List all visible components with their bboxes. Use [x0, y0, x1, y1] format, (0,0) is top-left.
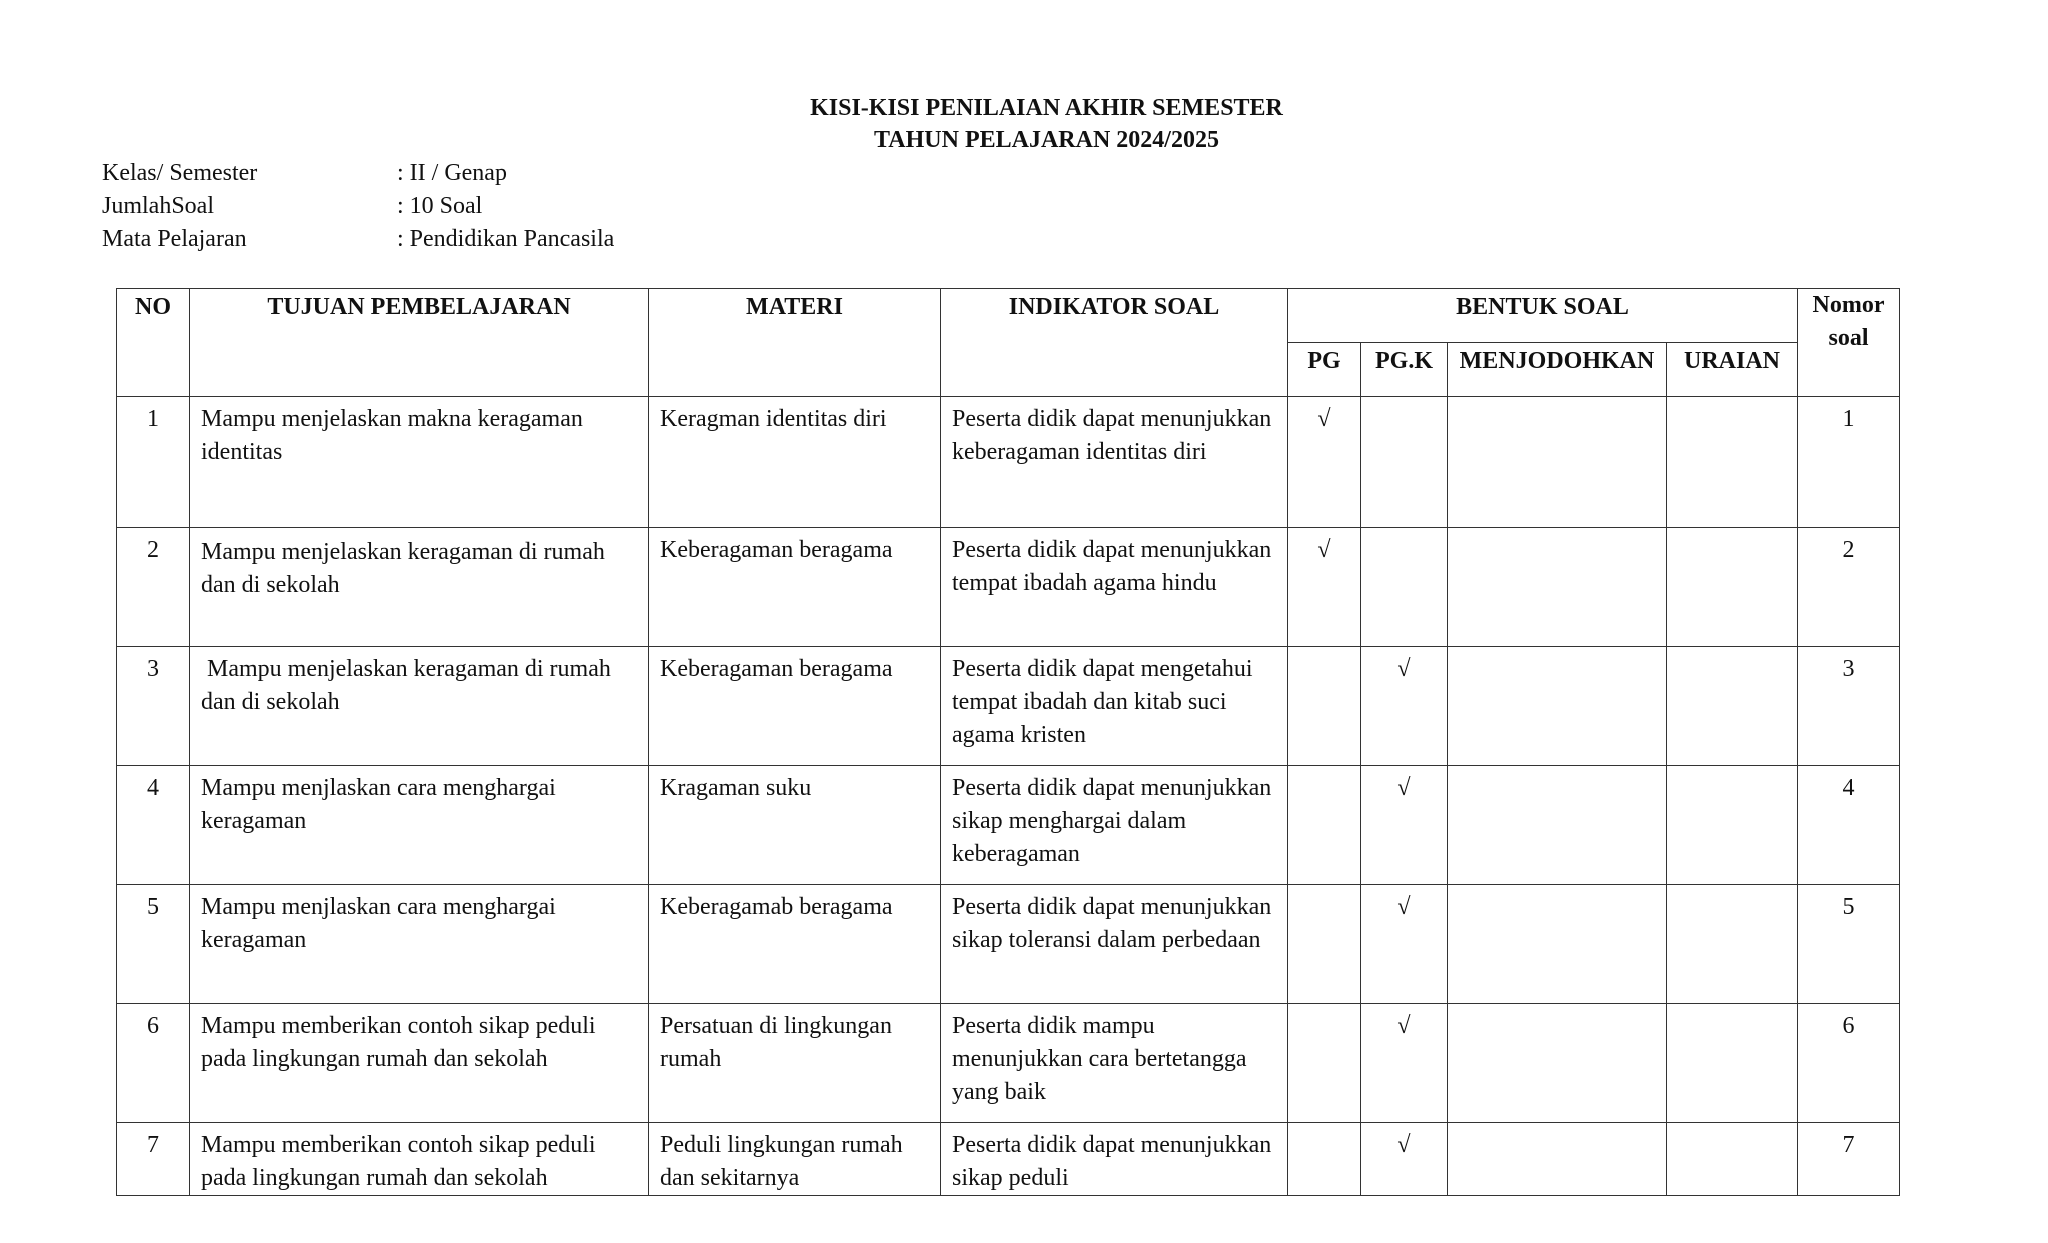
cell-menjodohkan	[1448, 766, 1667, 885]
header-menjodohkan: MENJODOHKAN	[1448, 343, 1667, 397]
cell-pgk: √	[1361, 1123, 1448, 1196]
cell-tujuan: Mampu memberikan contoh sikap peduli pada lingkungan rumah dan sekolah	[190, 1004, 649, 1123]
cell-pg	[1288, 885, 1361, 1004]
cell-materi: Keberagamab beragama	[649, 885, 941, 1004]
header-materi: MATERI	[649, 289, 941, 397]
header-nomor-soal: Nomor soal	[1798, 289, 1900, 397]
cell-indikator: Peserta didik dapat menunjukkan sikap peduli	[941, 1123, 1288, 1196]
cell-tujuan: Mampu menjelaskan keragaman di rumah dan di sekolah	[190, 528, 649, 647]
cell-indikator: Peserta didik dapat menunjukkan sikap toleransi dalam perbedaan	[941, 885, 1288, 1004]
cell-nomor: 7	[1798, 1123, 1900, 1196]
meta-row-kelas	[102, 157, 507, 189]
cell-tujuan: Mampu menjlaskan cara menghargai keragaman	[190, 885, 649, 1004]
cell-no: 7	[117, 1123, 190, 1196]
cell-indikator: Peserta didik dapat menunjukkan keberagaman identitas diri	[941, 397, 1288, 528]
cell-uraian	[1667, 1004, 1798, 1123]
cell-uraian	[1667, 647, 1798, 766]
cell-pg	[1288, 647, 1361, 766]
cell-indikator: Peserta didik dapat menunjukkan sikap menghargai dalam keberagaman	[941, 766, 1288, 885]
cell-nomor: 6	[1798, 1004, 1900, 1123]
table-row	[117, 1123, 1900, 1196]
cell-pgk	[1361, 528, 1448, 647]
cell-no: 6	[117, 1004, 190, 1123]
meta-value: : II / Genap	[397, 160, 507, 186]
header-pgk: PG.K	[1361, 343, 1448, 397]
cell-materi: Keberagaman beragama	[649, 647, 941, 766]
table-row	[117, 397, 1900, 528]
cell-uraian	[1667, 766, 1798, 885]
meta-value: : Pendidikan Pancasila	[397, 226, 615, 252]
cell-menjodohkan	[1448, 647, 1667, 766]
cell-pg	[1288, 766, 1361, 885]
cell-nomor: 2	[1798, 528, 1900, 647]
table-row	[117, 528, 1900, 647]
cell-menjodohkan	[1448, 397, 1667, 528]
document-title: KISI-KISI PENILAIAN AKHIR SEMESTER	[810, 95, 1283, 121]
cell-uraian	[1667, 528, 1798, 647]
kisi-kisi-table	[116, 288, 1900, 1196]
meta-row-jumlah-soal	[102, 190, 482, 222]
header-bentuk-soal: BENTUK SOAL	[1288, 289, 1798, 343]
cell-menjodohkan	[1448, 528, 1667, 647]
cell-no: 1	[117, 397, 190, 528]
cell-pg	[1288, 1004, 1361, 1123]
cell-nomor: 1	[1798, 397, 1900, 528]
table-row	[117, 766, 1900, 885]
cell-uraian	[1667, 1123, 1798, 1196]
cell-tujuan: Mampu menjelaskan makna keragaman identitas	[190, 397, 649, 528]
cell-tujuan: Mampu menjelaskan keragaman di rumah dan di sekolah	[190, 647, 649, 766]
cell-materi: Kragaman suku	[649, 766, 941, 885]
cell-pgk	[1361, 397, 1448, 528]
table-row	[117, 885, 1900, 1004]
cell-indikator: Peserta didik dapat mengetahui tempat ibadah dan kitab suci agama kristen	[941, 647, 1288, 766]
meta-row-mata-pelajaran	[102, 223, 614, 255]
cell-indikator: Peserta didik dapat menunjukkan tempat ibadah agama hindu	[941, 528, 1288, 647]
cell-nomor: 3	[1798, 647, 1900, 766]
cell-no: 3	[117, 647, 190, 766]
document-subtitle: TAHUN PELAJARAN 2024/2025	[874, 127, 1219, 153]
header-indikator: INDIKATOR SOAL	[941, 289, 1288, 397]
cell-materi: Persatuan di lingkungan rumah	[649, 1004, 941, 1123]
cell-pg	[1288, 1123, 1361, 1196]
cell-pgk: √	[1361, 885, 1448, 1004]
meta-label: Mata Pelajaran	[102, 226, 247, 252]
cell-tujuan: Mampu memberikan contoh sikap peduli pada lingkungan rumah dan sekolah	[190, 1123, 649, 1196]
cell-uraian	[1667, 397, 1798, 528]
cell-no: 2	[117, 528, 190, 647]
cell-materi: Keberagaman beragama	[649, 528, 941, 647]
header-pg: PG	[1288, 343, 1361, 397]
cell-nomor: 5	[1798, 885, 1900, 1004]
cell-materi: Peduli lingkungan rumah dan sekitarnya	[649, 1123, 941, 1196]
table-row	[117, 647, 1900, 766]
cell-no: 4	[117, 766, 190, 885]
cell-menjodohkan	[1448, 1123, 1667, 1196]
cell-uraian	[1667, 885, 1798, 1004]
cell-pgk: √	[1361, 647, 1448, 766]
meta-value: : 10 Soal	[397, 193, 483, 219]
meta-label: Kelas/ Semester	[102, 160, 258, 186]
cell-pgk: √	[1361, 1004, 1448, 1123]
header-tujuan: TUJUAN PEMBELAJARAN	[190, 289, 649, 397]
cell-no: 5	[117, 885, 190, 1004]
cell-indikator: Peserta didik mampu menunjukkan cara bertetangga yang baik	[941, 1004, 1288, 1123]
cell-pg: √	[1288, 528, 1361, 647]
cell-pg: √	[1288, 397, 1361, 528]
cell-tujuan: Mampu menjlaskan cara menghargai keragaman	[190, 766, 649, 885]
cell-pgk: √	[1361, 766, 1448, 885]
header-uraian: URAIAN	[1667, 343, 1798, 397]
cell-menjodohkan	[1448, 1004, 1667, 1123]
cell-menjodohkan	[1448, 885, 1667, 1004]
cell-nomor: 4	[1798, 766, 1900, 885]
table-row	[117, 1004, 1900, 1123]
header-no: NO	[117, 289, 190, 397]
cell-materi: Keragman identitas diri	[649, 397, 941, 528]
meta-label: JumlahSoal	[102, 193, 214, 219]
